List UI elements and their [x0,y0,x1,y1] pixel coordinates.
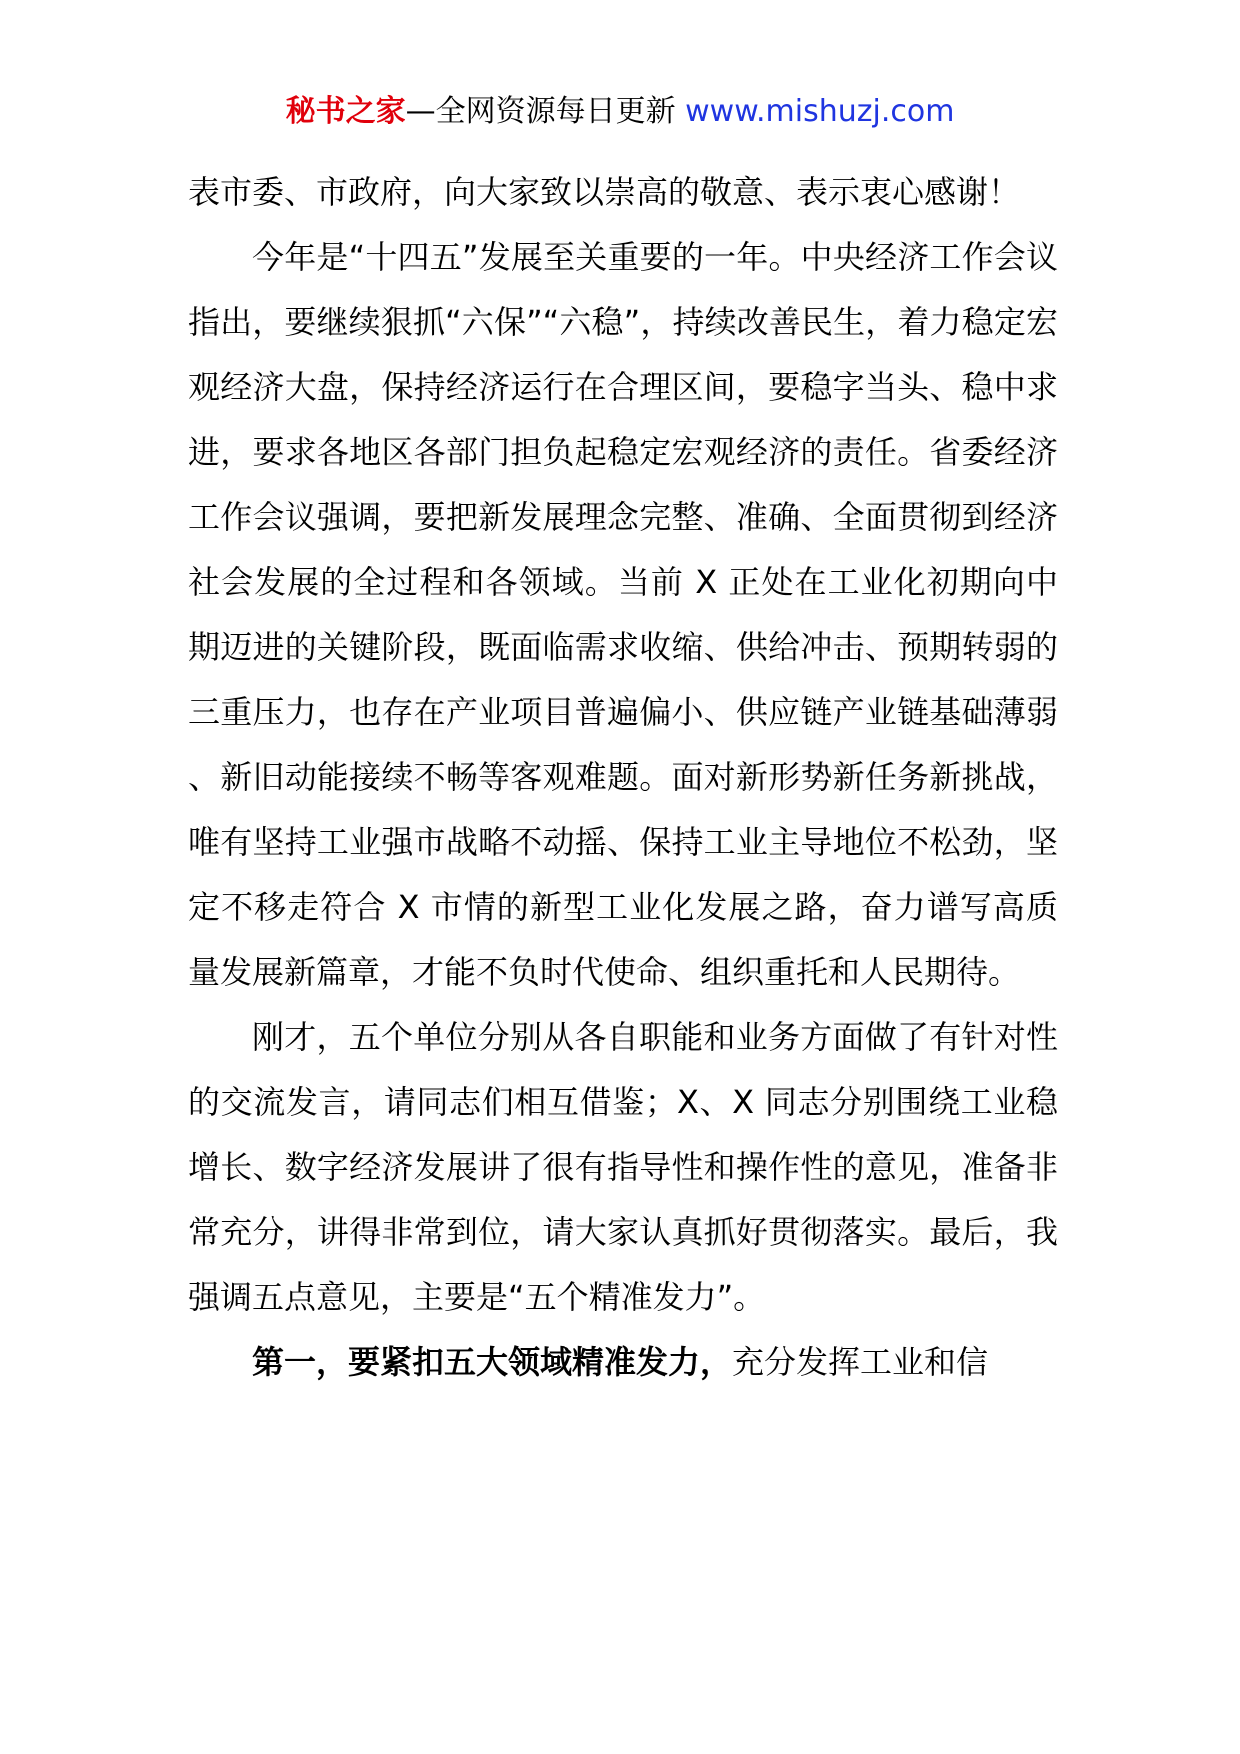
paragraph-4-lead: 第一，要紧扣五大领域精准发力， [252,1343,733,1381]
site-url-link[interactable]: www.mishuzj.com [685,94,955,129]
site-header [0,92,1240,132]
site-tagline: —全网资源每日更新 [405,94,686,129]
paragraph-2: 今年是“十四五”发展至关重要的一年。中央经济工作会议指出，要继续狠抓“六保”“六稳”，持续改善民生，着力稳定宏观经济大盘，保持经济运行在合理区间，要稳字当头、稳中求进，要求各地区各部门担负起稳定宏观经济的责任。省委经济工作会议强调，要把新发展理念完整、准确、全面贯彻到经济社会发展的全过程和各领域。当前 X 正处在工业化初期向中期迈进的关键阶段，既面临需求收缩、供给冲击、预期转弱的三重压力，也存在产业项目普遍偏小、供应链产业链基础薄弱、新旧动能接续不畅等客观难题。面对新形势新任务新挑战，唯有坚持工业强市战略不动摇、保持工业主导地位不松劲，坚定不移走符合 X 市情的新型工业化发展之路，奋力谱写高质量发展新篇章，才能不负时代使命、组织重托和人民期待。 [188,238,1058,991]
paragraph-3: 刚才，五个单位分别从各自职能和业务方面做了有针对性的交流发言，请同志们相互借鉴；X、X 同志分别围绕工业稳增长、数字经济发展讲了很有指导性和操作性的意见，准备非常充分，讲得非常到位，请大家认真抓好贯彻落实。最后，我强调五点意见，主要是“五个精准发力”。 [188,1018,1058,1316]
site-brand: 秘书之家 [285,94,406,129]
document-body [188,160,1058,1395]
paragraph-1: 表市委、市政府，向大家致以崇高的敬意、表示衷心感谢！ [188,173,1021,211]
paragraph-4-text: 充分发挥工业和信 [732,1343,989,1381]
paragraph-4 [188,1330,1058,1395]
